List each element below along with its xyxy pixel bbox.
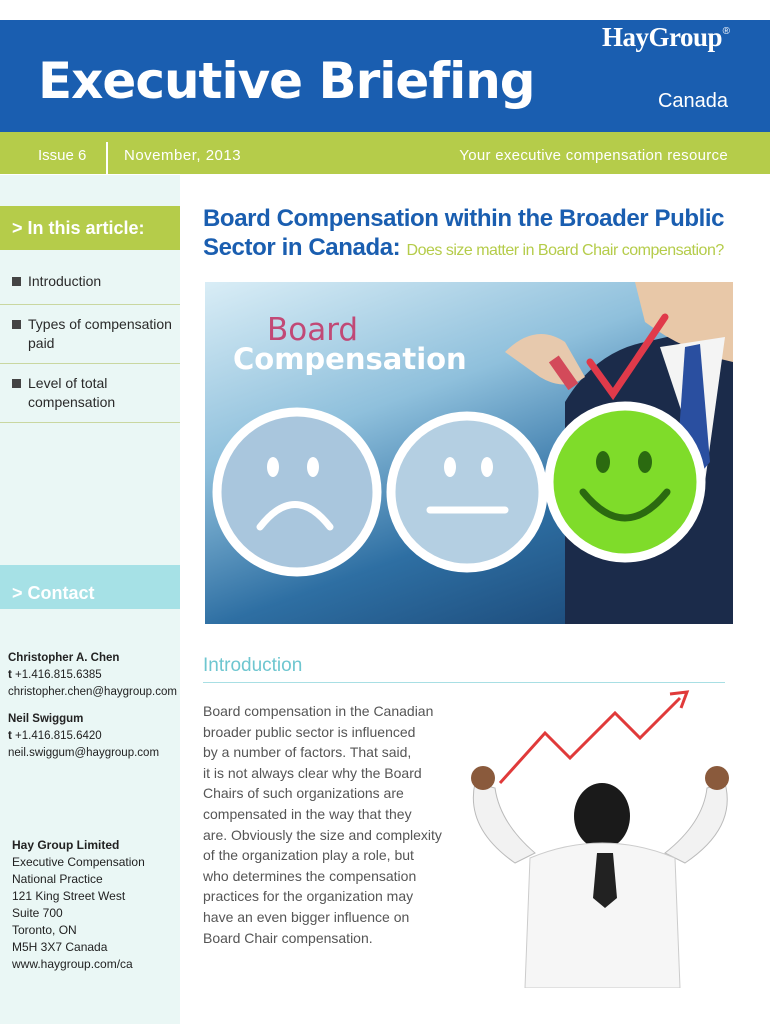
registered-mark: ® [722,26,730,37]
intro-line: by a number of factors. That said, [203,744,412,761]
issue-date: November, 2013 [124,147,242,164]
contact-phone[interactable]: +1.416.815.6385 [15,669,102,681]
region-label: Canada [657,90,728,112]
intro-line: broader public sector is influenced [203,723,416,740]
rising-arrow-icon [500,698,680,783]
tagline: Your executive compensation resource [459,147,728,164]
article-title-main: Board Compensation within the Broader Public Sector in Canada: [203,205,725,261]
square-bullet-icon [12,379,21,388]
success-illustration [455,688,755,988]
contact-card [8,650,177,701]
address-line: Executive Compensation [12,855,145,869]
tie-shape [593,853,617,908]
intro-line: are. Obviously the size and complexity [203,826,442,843]
in-this-article-heading [0,206,180,250]
hero-word-compensation: Compensation [233,342,467,376]
intro-line: compensated in the way that they [203,805,412,822]
contact-label: > Contact [12,583,95,603]
company-address [12,837,145,973]
contact-email[interactable]: christopher.chen@haygroup.com [8,686,177,698]
toc-item-label: Introduction [28,273,102,289]
right-arm-shape [665,783,727,863]
issue-number: Issue 6 [38,147,87,164]
toc-item-introduction[interactable] [0,262,180,305]
contact-card [8,711,159,762]
sad-face-icon [217,412,377,572]
article-subtitle: Does size matter in Board Chair compensation? [406,242,724,259]
contact-heading [0,565,180,609]
address-line: 121 King Street West [12,889,126,903]
intro-line: Board compensation in the Canadian [203,703,434,719]
left-arm-shape [473,783,535,863]
hero-image [205,282,733,624]
square-bullet-icon [12,320,21,329]
intro-line: have an even bigger influence on [203,908,410,925]
page-title: Executive Briefing [38,52,535,110]
eye-icon [307,457,319,477]
eye-icon [638,451,652,473]
eye-icon [267,457,279,477]
section-divider [203,682,725,683]
issue-divider [106,142,108,174]
address-line: M5H 3X7 Canada [12,940,108,954]
intro-line: who determines the compensation [203,867,417,884]
eye-icon [444,457,456,477]
intro-line: Board Chair compensation. [203,929,373,946]
head-shape [574,783,630,849]
contact-email[interactable]: neil.swiggum@haygroup.com [8,747,160,759]
section-title-introduction: Introduction [203,655,303,676]
haygroup-logo: HayGroup [601,22,722,52]
company-name: Hay Group Limited [12,838,120,852]
company-website[interactable]: www.haygroup.com/ca [12,957,133,971]
intro-line: it is not always clear why the Board [203,764,422,781]
phone-prefix: t [8,730,12,742]
table-of-contents [0,262,180,423]
intro-line: practices for the organization may [203,888,414,905]
left-fist-icon [471,766,495,790]
toc-item-label: Types of compensation paid [28,316,172,351]
address-line: Suite 700 [12,906,63,920]
right-fist-icon [705,766,729,790]
contact-name: Neil Swiggum [8,713,84,725]
toc-item-level-of-compensation[interactable] [0,364,180,423]
in-this-article-label: > In this article: [12,218,145,238]
toc-item-label: Level of total compensation [28,375,116,410]
square-bullet-icon [12,277,21,286]
article-title [203,204,748,265]
intro-paragraph [203,701,447,948]
happy-face-icon [549,406,701,558]
address-line: National Practice [12,872,103,886]
phone-prefix: t [8,669,12,681]
toc-item-types-of-compensation[interactable] [0,305,180,364]
eye-icon [596,451,610,473]
hero-word-board: Board [267,312,359,348]
eye-icon [481,457,493,477]
intro-line: of the organization play a role, but [203,847,414,864]
intro-line: Chairs of such organizations are [203,785,404,802]
contact-phone[interactable]: +1.416.815.6420 [15,730,102,742]
contact-name: Christopher A. Chen [8,652,120,664]
neutral-face-icon [391,416,543,568]
address-line: Toronto, ON [12,923,77,937]
